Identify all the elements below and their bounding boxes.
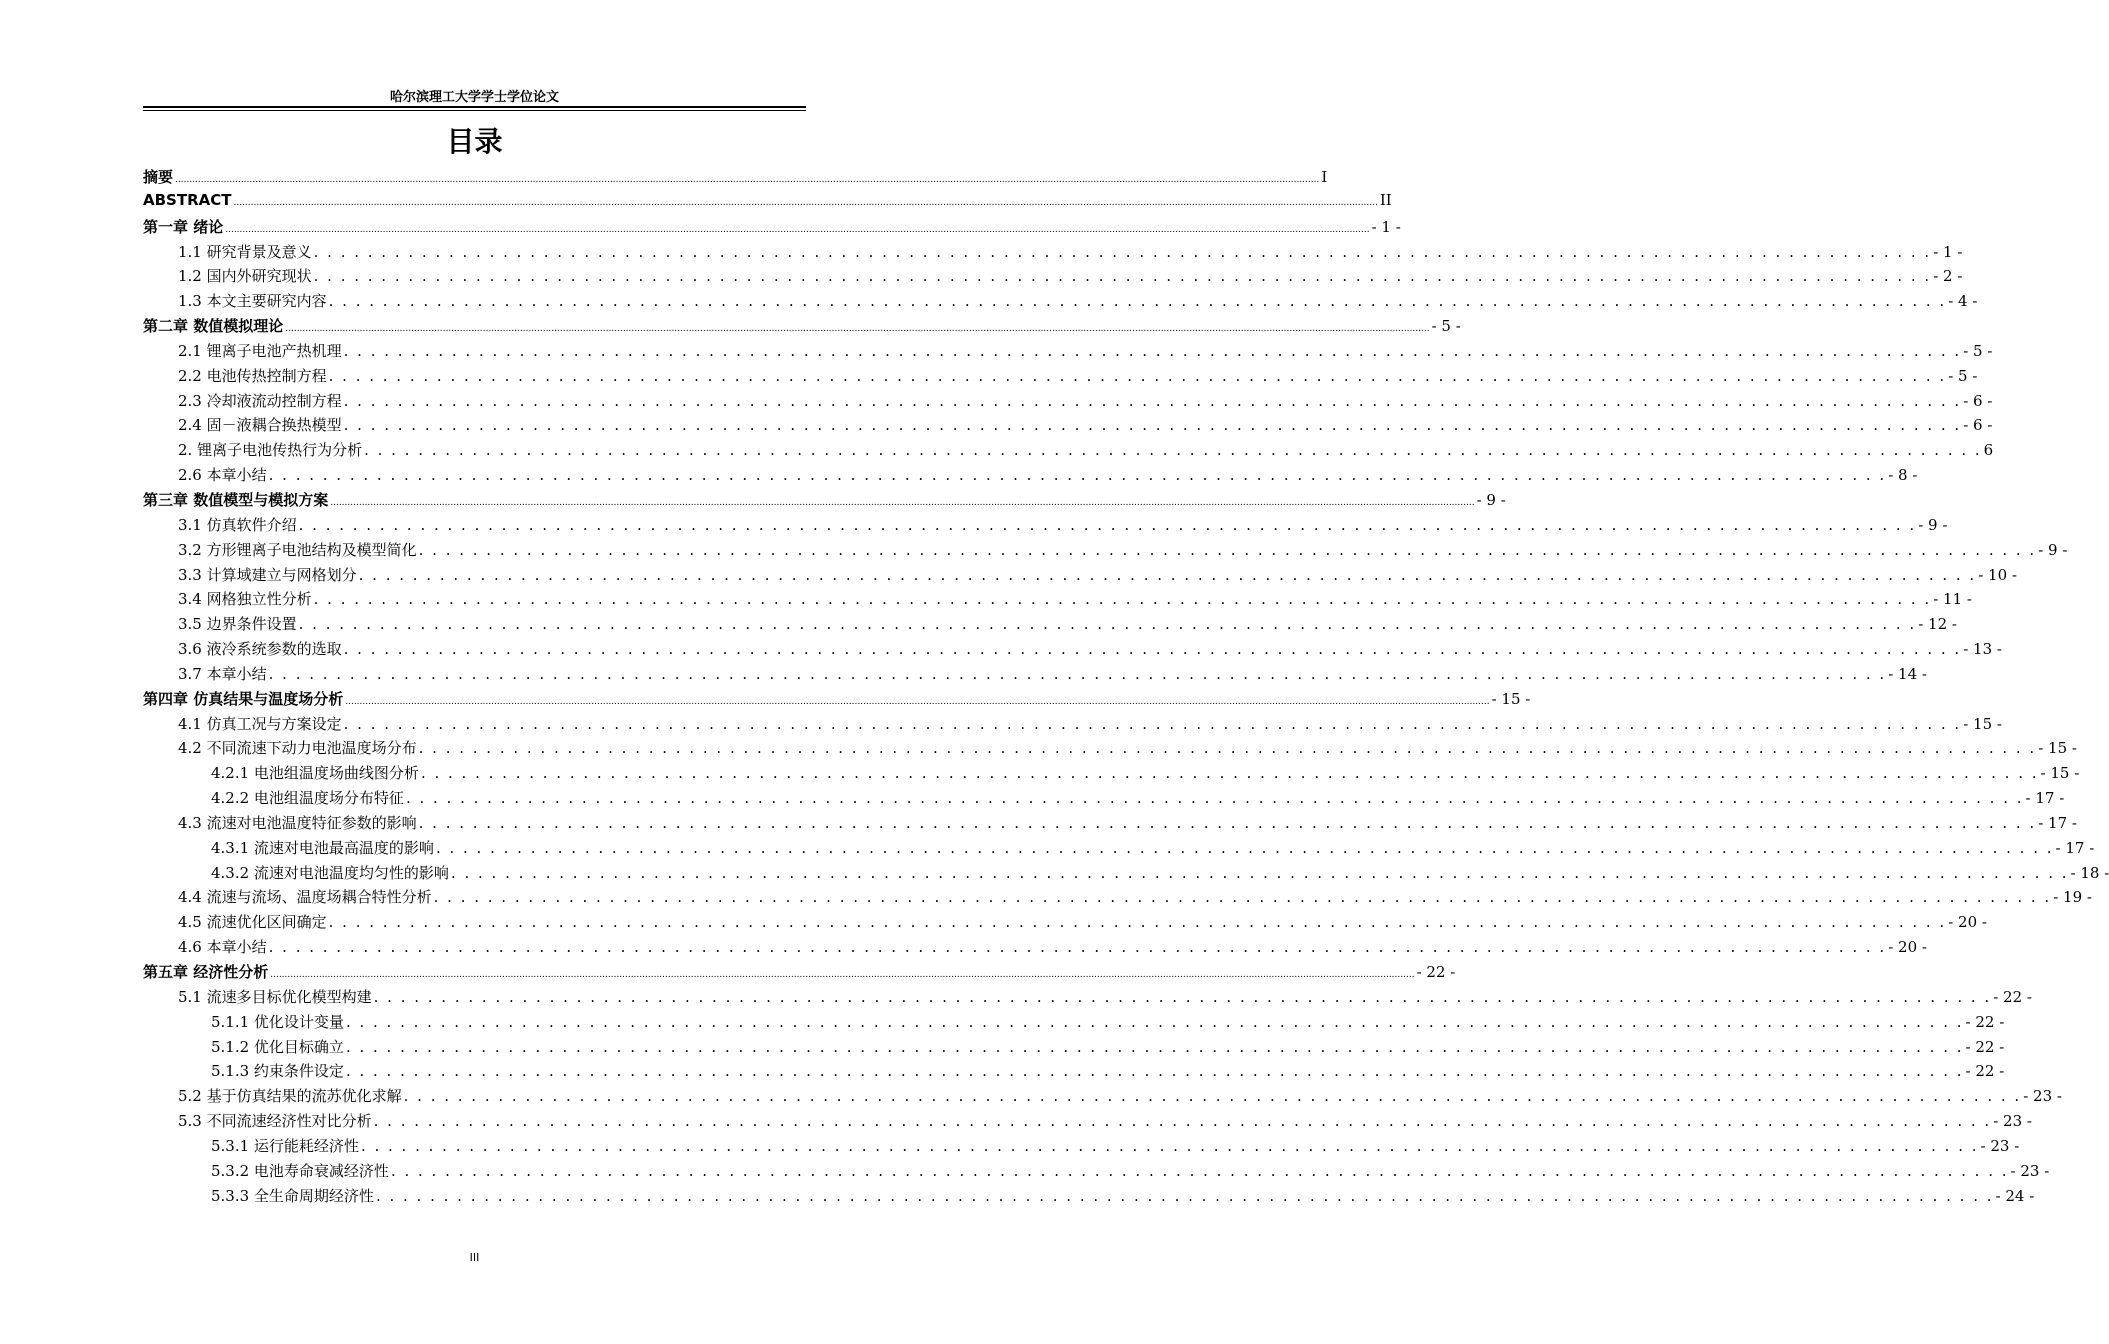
toc-entry-page: - 17 - [2038, 813, 2077, 832]
toc-entry-label: 5.1.3 约束条件设定 [211, 1062, 344, 1081]
toc-entry[interactable] [143, 241, 1963, 266]
toc-entry-label: 2.6 本章小结 [178, 466, 267, 485]
toc-leader-dots: . . . . . . . . . . . . . . . . . . . . . . . . . . . . . . . . . . . . . . . . . . . . . . . . . . . . . . . . . . . . . . . . . . . . . . . . . . . . . . . . . . . . . . . . . . . . . . . . . . . . . . . . . . . . . . . . . . . . . . . . [328, 913, 1947, 932]
toc-entry[interactable] [143, 340, 1993, 365]
header-rule-thin [143, 110, 806, 111]
toc-entry-label: 第三章 数值模型与模拟方案 [143, 490, 329, 509]
toc-entry-page: - 9 - [1476, 490, 1506, 509]
toc-entry-page: - 22 - [1965, 1037, 2005, 1056]
toc-entry-label: 5.3.2 电池寿命衰减经济性 [211, 1161, 389, 1180]
toc-entry-page: - 10 - [1978, 565, 2017, 584]
toc-entry[interactable] [143, 936, 1927, 961]
toc-leader-dots: . . . . . . . . . . . . . . . . . . . . . . . . . . . . . . . . . . . . . . . . . . . . . . . . . . . . . . . . . . . . . . . . . . . . . . . . . . . . . . . . . . . . . . . . . . . . . . . . . . . . . . . . . . . . . . . . . . . . . . . . [343, 416, 1962, 435]
toc-entry[interactable] [143, 737, 2077, 762]
toc-leader-dots: . . . . . . . . . . . . . . . . . . . . . . . . . . . . . . . . . . . . . . . . . . . . . . . . . . . . . . . . . . . . . . . . . . . . . . . . . . . . . . . . . . . . . . . . . . . . . . . . . . . . . . . . . . . . . . . . . . . . . . . . [358, 565, 1977, 584]
header-rule-thick [143, 106, 806, 108]
toc-entry[interactable] [143, 439, 1994, 464]
toc-entry[interactable] [143, 961, 1456, 986]
toc-entry[interactable] [143, 812, 2077, 837]
toc-entry-label: 5.2 基于仿真结果的流苏优化求解 [178, 1087, 402, 1106]
toc-leader-dots: ................................................................................................................................................................................................................................................................................................................................................................................................................ [345, 696, 1490, 707]
toc-entry-page: - 5 - [1948, 366, 1978, 385]
toc-entry-page: - 15 - [1491, 689, 1531, 708]
toc-leader-dots: . . . . . . . . . . . . . . . . . . . . . . . . . . . . . . . . . . . . . . . . . . . . . . . . . . . . . . . . . . . . . . . . . . . . . . . . . . . . . . . . . . . . . . . . . . . . . . . . . . . . . . . . . . . . . . . . . . . . . . . . [268, 664, 1887, 683]
toc-leader-dots: . . . . . . . . . . . . . . . . . . . . . . . . . . . . . . . . . . . . . . . . . . . . . . . . . . . . . . . . . . . . . . . . . . . . . . . . . . . . . . . . . . . . . . . . . . . . . . . . . . . . . . . . . . . . . . . . . . . . . . . . [268, 938, 1887, 957]
toc-entry-label: 3.7 本章小结 [178, 664, 267, 683]
toc-leader-dots: . . . . . . . . . . . . . . . . . . . . . . . . . . . . . . . . . . . . . . . . . . . . . . . . . . . . . . . . . . . . . . . . . . . . . . . . . . . . . . . . . . . . . . . . . . . . . . . . . . . . . . . . . . . . . . . . . . . . . . . . [405, 789, 2024, 808]
toc-entry[interactable] [143, 886, 2092, 911]
toc-entry-label: 4.2.2 电池组温度场分布特征 [211, 789, 404, 808]
toc-entry-label: 5.3.3 全生命周期经济性 [211, 1186, 374, 1205]
toc-entry[interactable] [143, 1085, 2062, 1110]
toc-entry[interactable] [143, 290, 1978, 315]
toc-entry-page: - 22 - [1993, 987, 2032, 1006]
page-title: 目录 [446, 125, 503, 158]
toc-leader-dots: ................................................................................................................................................................................................................................................................................................................................................................................................................ [233, 197, 1378, 208]
toc-entry[interactable] [143, 216, 1401, 241]
toc-entry[interactable] [143, 489, 1506, 514]
toc-leader-dots: . . . . . . . . . . . . . . . . . . . . . . . . . . . . . . . . . . . . . . . . . . . . . . . . . . . . . . . . . . . . . . . . . . . . . . . . . . . . . . . . . . . . . . . . . . . . . . . . . . . . . . . . . . . . . . . . . . . . . . . . [328, 292, 1947, 311]
toc-leader-dots: . . . . . . . . . . . . . . . . . . . . . . . . . . . . . . . . . . . . . . . . . . . . . . . . . . . . . . . . . . . . . . . . . . . . . . . . . . . . . . . . . . . . . . . . . . . . . . . . . . . . . . . . . . . . . . . . . . . . . . . . [360, 1136, 1979, 1155]
toc-entry-label: 5.3.1 运行能耗经济性 [211, 1136, 359, 1155]
toc-leader-dots: . . . . . . . . . . . . . . . . . . . . . . . . . . . . . . . . . . . . . . . . . . . . . . . . . . . . . . . . . . . . . . . . . . . . . . . . . . . . . . . . . . . . . . . . . . . . . . . . . . . . . . . . . . . . . . . . . . . . . . . . [313, 590, 1932, 609]
toc-entry[interactable] [143, 315, 1461, 340]
toc-entry[interactable] [143, 166, 1328, 191]
toc-entry-label: 1.1 研究背景及意义 [178, 242, 312, 261]
toc-entry-page: - 23 - [1993, 1112, 2032, 1131]
toc-leader-dots: . . . . . . . . . . . . . . . . . . . . . . . . . . . . . . . . . . . . . . . . . . . . . . . . . . . . . . . . . . . . . . . . . . . . . . . . . . . . . . . . . . . . . . . . . . . . . . . . . . . . . . . . . . . . . . . . . . . . . . . . [298, 515, 1917, 534]
toc-entry[interactable] [143, 1185, 2035, 1210]
toc-entry-page: - 23 - [2023, 1087, 2062, 1106]
toc-entry-page: II [1379, 190, 1392, 209]
toc-leader-dots: . . . . . . . . . . . . . . . . . . . . . . . . . . . . . . . . . . . . . . . . . . . . . . . . . . . . . . . . . . . . . . . . . . . . . . . . . . . . . . . . . . . . . . . . . . . . . . . . . . . . . . . . . . . . . . . . . . . . . . . . [450, 863, 2069, 882]
toc-entry-page: - 1 - [1371, 217, 1401, 236]
toc-entry-page: - 9 - [2038, 540, 2068, 559]
toc-leader-dots: . . . . . . . . . . . . . . . . . . . . . . . . . . . . . . . . . . . . . . . . . . . . . . . . . . . . . . . . . . . . . . . . . . . . . . . . . . . . . . . . . . . . . . . . . . . . . . . . . . . . . . . . . . . . . . . . . . . . . . . . [373, 1112, 1992, 1131]
toc-entry-label: 2.2 电池传热控制方程 [178, 366, 327, 385]
toc-entry[interactable] [143, 190, 1392, 216]
toc-leader-dots: . . . . . . . . . . . . . . . . . . . . . . . . . . . . . . . . . . . . . . . . . . . . . . . . . . . . . . . . . . . . . . . . . . . . . . . . . . . . . . . . . . . . . . . . . . . . . . . . . . . . . . . . . . . . . . . . . . . . . . . . [418, 739, 2037, 758]
toc-entry[interactable] [143, 1011, 2005, 1036]
toc-entry-label: 4.6 本章小结 [178, 938, 267, 957]
toc-entry[interactable] [143, 762, 2080, 787]
toc-entry-label: 2.1 锂离子电池产热机理 [178, 341, 342, 360]
toc-entry[interactable] [143, 787, 2065, 812]
toc-entry-page: - 5 - [1963, 341, 1993, 360]
toc-entry[interactable] [143, 1060, 2005, 1085]
toc-entry-label: 4.3.2 流速对电池温度均匀性的影响 [211, 863, 449, 882]
toc-entry-page: - 9 - [1918, 515, 1948, 534]
toc-entry-page: - 11 - [1933, 590, 1972, 609]
toc-leader-dots: . . . . . . . . . . . . . . . . . . . . . . . . . . . . . . . . . . . . . . . . . . . . . . . . . . . . . . . . . . . . . . . . . . . . . . . . . . . . . . . . . . . . . . . . . . . . . . . . . . . . . . . . . . . . . . . . . . . . . . . . [403, 1087, 2022, 1106]
table-of-contents [143, 166, 2109, 1209]
toc-leader-dots: . . . . . . . . . . . . . . . . . . . . . . . . . . . . . . . . . . . . . . . . . . . . . . . . . . . . . . . . . . . . . . . . . . . . . . . . . . . . . . . . . . . . . . . . . . . . . . . . . . . . . . . . . . . . . . . . . . . . . . . . [343, 714, 1962, 733]
toc-entry-page: - 18 - [2070, 863, 2109, 882]
toc-entry-page: I [1321, 168, 1328, 186]
toc-entry[interactable] [143, 1036, 2005, 1061]
toc-entry[interactable] [143, 837, 2095, 862]
toc-entry-label: 5.1 流速多目标优化模型构建 [178, 987, 372, 1006]
toc-entry-page: - 22 - [1416, 963, 1456, 981]
toc-entry-page: - 8 - [1888, 466, 1918, 485]
toc-entry-page: - 2 - [1933, 267, 1963, 286]
toc-entry-page: - 5 - [1431, 317, 1461, 336]
toc-entry-page: - 13 - [1963, 640, 2002, 659]
toc-leader-dots: ................................................................................................................................................................................................................................................................................................................................................................................................................ [285, 324, 1430, 335]
toc-entry-label: 第四章 仿真结果与温度场分析 [143, 689, 344, 708]
toc-entry-page: - 4 - [1948, 292, 1978, 311]
toc-entry-label: 5.1.2 优化目标确立 [211, 1037, 344, 1056]
toc-entry-label: 3.2 方形锂离子电池结构及模型简化 [178, 540, 417, 559]
toc-leader-dots: . . . . . . . . . . . . . . . . . . . . . . . . . . . . . . . . . . . . . . . . . . . . . . . . . . . . . . . . . . . . . . . . . . . . . . . . . . . . . . . . . . . . . . . . . . . . . . . . . . . . . . . . . . . . . . . . . . . . . . . . [343, 341, 1962, 360]
toc-entry-label: 4.2.1 电池组温度场曲线图分析 [211, 764, 419, 783]
toc-entry[interactable] [143, 663, 1927, 688]
toc-entry[interactable] [143, 986, 2032, 1011]
toc-entry[interactable] [143, 390, 1993, 415]
toc-leader-dots: . . . . . . . . . . . . . . . . . . . . . . . . . . . . . . . . . . . . . . . . . . . . . . . . . . . . . . . . . . . . . . . . . . . . . . . . . . . . . . . . . . . . . . . . . . . . . . . . . . . . . . . . . . . . . . . . . . . . . . . . [345, 1062, 1964, 1081]
toc-leader-dots: . . . . . . . . . . . . . . . . . . . . . . . . . . . . . . . . . . . . . . . . . . . . . . . . . . . . . . . . . . . . . . . . . . . . . . . . . . . . . . . . . . . . . . . . . . . . . . . . . . . . . . . . . . . . . . . . . . . . . . . . [345, 1037, 1964, 1056]
toc-entry-label: 4.1 仿真工况与方案设定 [178, 714, 342, 733]
toc-entry-page: - 15 - [1963, 714, 2002, 733]
toc-entry[interactable] [143, 414, 1993, 439]
toc-entry-label: 5.1.1 优化设计变量 [211, 1012, 344, 1031]
toc-entry[interactable] [143, 713, 2002, 738]
toc-entry-label: 5.3 不同流速经济性对比分析 [178, 1112, 372, 1131]
toc-entry[interactable] [143, 1110, 2032, 1135]
toc-entry-page: - 17 - [2055, 838, 2095, 857]
page-number: III [469, 1251, 480, 1264]
toc-entry-page: - 22 - [1965, 1062, 2005, 1081]
toc-entry-page: - 17 - [2025, 789, 2065, 808]
toc-leader-dots: . . . . . . . . . . . . . . . . . . . . . . . . . . . . . . . . . . . . . . . . . . . . . . . . . . . . . . . . . . . . . . . . . . . . . . . . . . . . . . . . . . . . . . . . . . . . . . . . . . . . . . . . . . . . . . . . . . . . . . . . [343, 640, 1962, 659]
toc-entry-label: 1.2 国内外研究现状 [178, 267, 312, 286]
toc-entry-page: - 15 - [2038, 739, 2077, 758]
toc-entry[interactable] [143, 564, 2017, 589]
toc-leader-dots: . . . . . . . . . . . . . . . . . . . . . . . . . . . . . . . . . . . . . . . . . . . . . . . . . . . . . . . . . . . . . . . . . . . . . . . . . . . . . . . . . . . . . . . . . . . . . . . . . . . . . . . . . . . . . . . . . . . . . . . . [390, 1161, 2009, 1180]
toc-entry-label: 1.3 本文主要研究内容 [178, 292, 327, 311]
toc-entry-page: - 6 - [1963, 391, 1993, 410]
toc-entry-label: 第二章 数值模拟理论 [143, 317, 284, 336]
toc-entry-page: - 23 - [1980, 1136, 2020, 1155]
document-header: 哈尔滨理工大学学士学位论文 [389, 90, 559, 105]
toc-entry-label: 4.3 流速对电池温度特征参数的影响 [178, 813, 417, 832]
toc-entry[interactable] [143, 539, 2068, 564]
toc-entry[interactable] [143, 1135, 2020, 1160]
toc-entry[interactable] [143, 613, 1957, 638]
toc-entry-page: - 1 - [1933, 242, 1963, 261]
toc-entry-page: - 14 - [1888, 664, 1927, 683]
toc-entry-label: 第五章 经济性分析 [143, 963, 269, 981]
toc-leader-dots: . . . . . . . . . . . . . . . . . . . . . . . . . . . . . . . . . . . . . . . . . . . . . . . . . . . . . . . . . . . . . . . . . . . . . . . . . . . . . . . . . . . . . . . . . . . . . . . . . . . . . . . . . . . . . . . . . . . . . . . . [298, 615, 1917, 634]
toc-leader-dots: . . . . . . . . . . . . . . . . . . . . . . . . . . . . . . . . . . . . . . . . . . . . . . . . . . . . . . . . . . . . . . . . . . . . . . . . . . . . . . . . . . . . . . . . . . . . . . . . . . . . . . . . . . . . . . . . . . . . . . . . [345, 1012, 1964, 1031]
toc-entry-label: 3.6 液冷系统参数的选取 [178, 640, 342, 659]
toc-leader-dots: . . . . . . . . . . . . . . . . . . . . . . . . . . . . . . . . . . . . . . . . . . . . . . . . . . . . . . . . . . . . . . . . . . . . . . . . . . . . . . . . . . . . . . . . . . . . . . . . . . . . . . . . . . . . . . . . . . . . . . . . [328, 366, 1947, 385]
toc-entry-page: - 22 - [1965, 1012, 2005, 1031]
toc-leader-dots: . . . . . . . . . . . . . . . . . . . . . . . . . . . . . . . . . . . . . . . . . . . . . . . . . . . . . . . . . . . . . . . . . . . . . . . . . . . . . . . . . . . . . . . . . . . . . . . . . . . . . . . . . . . . . . . . . . . . . . . . [364, 441, 1982, 460]
toc-entry-page: - 24 - [1995, 1186, 2035, 1205]
toc-leader-dots: . . . . . . . . . . . . . . . . . . . . . . . . . . . . . . . . . . . . . . . . . . . . . . . . . . . . . . . . . . . . . . . . . . . . . . . . . . . . . . . . . . . . . . . . . . . . . . . . . . . . . . . . . . . . . . . . . . . . . . . . [433, 888, 2052, 907]
toc-entry-label: 2.3 冷却液流动控制方程 [178, 391, 342, 410]
toc-entry-page: - 12 - [1918, 615, 1957, 634]
toc-entry-page: - 20 - [1948, 913, 1987, 932]
toc-entry[interactable] [143, 862, 2109, 887]
toc-leader-dots: . . . . . . . . . . . . . . . . . . . . . . . . . . . . . . . . . . . . . . . . . . . . . . . . . . . . . . . . . . . . . . . . . . . . . . . . . . . . . . . . . . . . . . . . . . . . . . . . . . . . . . . . . . . . . . . . . . . . . . . . [418, 813, 2037, 832]
toc-entry[interactable] [143, 688, 1531, 713]
toc-leader-dots: . . . . . . . . . . . . . . . . . . . . . . . . . . . . . . . . . . . . . . . . . . . . . . . . . . . . . . . . . . . . . . . . . . . . . . . . . . . . . . . . . . . . . . . . . . . . . . . . . . . . . . . . . . . . . . . . . . . . . . . . [343, 391, 1962, 410]
toc-leader-dots: ................................................................................................................................................................................................................................................................................................................................................................................................................ [175, 175, 1320, 185]
toc-entry[interactable] [143, 514, 1948, 539]
toc-entry-page: - 23 - [2010, 1161, 2050, 1180]
toc-entry-page: - 15 - [2040, 764, 2080, 783]
toc-entry-label: 4.2 不同流速下动力电池温度场分布 [178, 739, 417, 758]
toc-leader-dots: . . . . . . . . . . . . . . . . . . . . . . . . . . . . . . . . . . . . . . . . . . . . . . . . . . . . . . . . . . . . . . . . . . . . . . . . . . . . . . . . . . . . . . . . . . . . . . . . . . . . . . . . . . . . . . . . . . . . . . . . [268, 466, 1887, 485]
toc-entry-label: 摘要 [143, 168, 174, 186]
toc-leader-dots: . . . . . . . . . . . . . . . . . . . . . . . . . . . . . . . . . . . . . . . . . . . . . . . . . . . . . . . . . . . . . . . . . . . . . . . . . . . . . . . . . . . . . . . . . . . . . . . . . . . . . . . . . . . . . . . . . . . . . . . . [420, 764, 2039, 783]
toc-leader-dots: . . . . . . . . . . . . . . . . . . . . . . . . . . . . . . . . . . . . . . . . . . . . . . . . . . . . . . . . . . . . . . . . . . . . . . . . . . . . . . . . . . . . . . . . . . . . . . . . . . . . . . . . . . . . . . . . . . . . . . . . [375, 1186, 1994, 1205]
toc-entry[interactable] [143, 365, 1978, 390]
toc-leader-dots: ................................................................................................................................................................................................................................................................................................................................................................................................................ [270, 970, 1415, 980]
toc-entry-page: - 19 - [2053, 888, 2092, 907]
toc-entry-label: 2.4 固－液耦合换热模型 [178, 416, 342, 435]
toc-leader-dots: ................................................................................................................................................................................................................................................................................................................................................................................................................ [225, 224, 1370, 235]
toc-entry-label: 3.3 计算域建立与网格划分 [178, 565, 357, 584]
toc-entry-label: 4.3.1 流速对电池最高温度的影响 [211, 838, 434, 857]
toc-leader-dots: . . . . . . . . . . . . . . . . . . . . . . . . . . . . . . . . . . . . . . . . . . . . . . . . . . . . . . . . . . . . . . . . . . . . . . . . . . . . . . . . . . . . . . . . . . . . . . . . . . . . . . . . . . . . . . . . . . . . . . . . [313, 242, 1932, 261]
toc-entry[interactable] [143, 588, 1972, 613]
toc-entry-label: 3.1 仿真软件介绍 [178, 515, 297, 534]
toc-entry-label: 第一章 绪论 [143, 217, 224, 236]
toc-entry-label: 2. 锂离子电池传热行为分析 [178, 441, 363, 460]
toc-entry[interactable] [143, 638, 2002, 663]
toc-leader-dots: . . . . . . . . . . . . . . . . . . . . . . . . . . . . . . . . . . . . . . . . . . . . . . . . . . . . . . . . . . . . . . . . . . . . . . . . . . . . . . . . . . . . . . . . . . . . . . . . . . . . . . . . . . . . . . . . . . . . . . . . [313, 267, 1932, 286]
toc-entry-label: 4.5 流速优化区间确定 [178, 913, 327, 932]
toc-entry-page: - 6 - [1963, 416, 1993, 435]
toc-entry[interactable] [143, 911, 1987, 936]
toc-entry[interactable] [143, 1160, 2050, 1185]
toc-leader-dots: . . . . . . . . . . . . . . . . . . . . . . . . . . . . . . . . . . . . . . . . . . . . . . . . . . . . . . . . . . . . . . . . . . . . . . . . . . . . . . . . . . . . . . . . . . . . . . . . . . . . . . . . . . . . . . . . . . . . . . . . [373, 987, 1992, 1006]
toc-entry-page: 6 [1983, 441, 1994, 460]
toc-leader-dots: . . . . . . . . . . . . . . . . . . . . . . . . . . . . . . . . . . . . . . . . . . . . . . . . . . . . . . . . . . . . . . . . . . . . . . . . . . . . . . . . . . . . . . . . . . . . . . . . . . . . . . . . . . . . . . . . . . . . . . . . [435, 838, 2054, 857]
toc-entry-label: 4.4 流速与流场、温度场耦合特性分析 [178, 888, 432, 907]
toc-entry[interactable] [143, 464, 1918, 489]
toc-entry-label: 3.4 网格独立性分析 [178, 590, 312, 609]
toc-leader-dots: . . . . . . . . . . . . . . . . . . . . . . . . . . . . . . . . . . . . . . . . . . . . . . . . . . . . . . . . . . . . . . . . . . . . . . . . . . . . . . . . . . . . . . . . . . . . . . . . . . . . . . . . . . . . . . . . . . . . . . . . [418, 540, 2037, 559]
toc-entry[interactable] [143, 265, 1963, 290]
toc-entry-label: ABSTRACT [143, 190, 232, 209]
toc-leader-dots: ................................................................................................................................................................................................................................................................................................................................................................................................................ [330, 497, 1475, 508]
toc-entry-page: - 20 - [1888, 938, 1927, 957]
toc-entry-label: 3.5 边界条件设置 [178, 615, 297, 634]
